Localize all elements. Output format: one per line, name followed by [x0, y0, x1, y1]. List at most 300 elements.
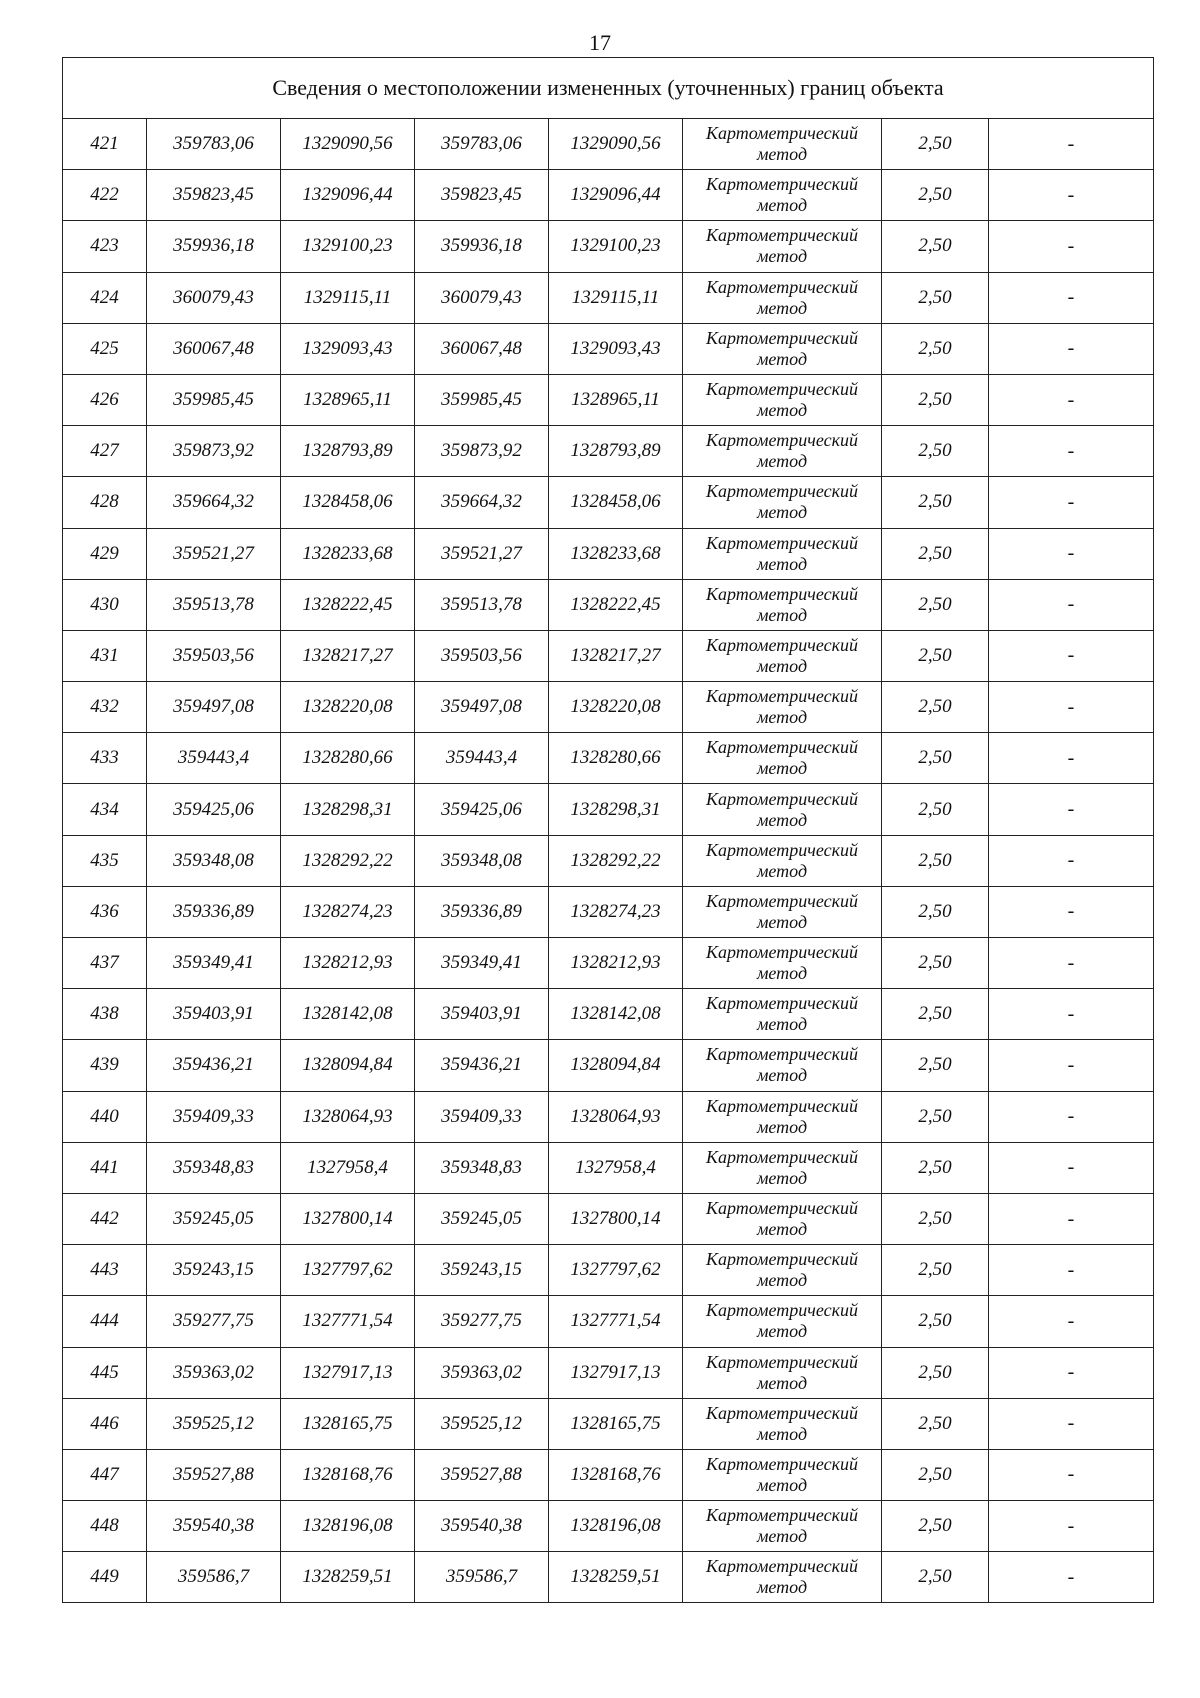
existing-y-cell: 1328965,11 [281, 374, 415, 425]
point-number-cell: 435 [63, 835, 147, 886]
refined-x-cell: 359503,56 [415, 630, 549, 681]
table-row [63, 579, 1154, 630]
refined-x-cell: 359497,08 [415, 682, 549, 733]
method-cell [683, 1347, 882, 1398]
existing-y-cell: 1328165,75 [281, 1398, 415, 1449]
existing-x-cell: 359823,45 [147, 170, 281, 221]
boundary-coordinates-table [62, 57, 1154, 1603]
refined-x-cell: 359823,45 [415, 170, 549, 221]
note-cell: - [989, 528, 1154, 579]
table-row [63, 1398, 1154, 1449]
note-cell: - [989, 630, 1154, 681]
point-number-cell: 427 [63, 426, 147, 477]
accuracy-cell: 2,50 [882, 272, 989, 323]
existing-y-cell: 1328142,08 [281, 989, 415, 1040]
method-line-2: метод [756, 1167, 808, 1188]
table-row [63, 1142, 1154, 1193]
refined-x-cell: 359525,12 [415, 1398, 549, 1449]
accuracy-cell: 2,50 [882, 733, 989, 784]
method-line-1: Картометрический [705, 583, 858, 604]
method-cell [683, 426, 882, 477]
table-row [63, 1501, 1154, 1552]
table-row [63, 1193, 1154, 1244]
existing-y-cell: 1328168,76 [281, 1449, 415, 1500]
existing-y-cell: 1327917,13 [281, 1347, 415, 1398]
existing-x-cell: 359336,89 [147, 886, 281, 937]
existing-x-cell: 359664,32 [147, 477, 281, 528]
point-number-cell: 440 [63, 1091, 147, 1142]
point-number-cell: 430 [63, 579, 147, 630]
accuracy-cell: 2,50 [882, 1398, 989, 1449]
point-number-cell: 426 [63, 374, 147, 425]
refined-y-cell: 1329115,11 [549, 272, 683, 323]
refined-x-cell: 359985,45 [415, 374, 549, 425]
refined-x-cell: 359873,92 [415, 426, 549, 477]
method-line-1: Картометрический [705, 634, 858, 655]
method-cell [683, 1449, 882, 1500]
method-line-1: Картометрический [705, 1095, 858, 1116]
existing-y-cell: 1328222,45 [281, 579, 415, 630]
method-cell [683, 272, 882, 323]
point-number-cell: 444 [63, 1296, 147, 1347]
method-line-2: метод [756, 502, 808, 523]
table-row [63, 170, 1154, 221]
refined-y-cell: 1327917,13 [549, 1347, 683, 1398]
point-number-cell: 448 [63, 1501, 147, 1552]
note-cell: - [989, 1091, 1154, 1142]
table-row [63, 1091, 1154, 1142]
refined-y-cell: 1327797,62 [549, 1245, 683, 1296]
method-line-2: метод [756, 707, 808, 728]
method-line-1: Картометрический [705, 1249, 858, 1270]
accuracy-cell: 2,50 [882, 1347, 989, 1398]
method-line-1: Картометрический [705, 1300, 858, 1321]
method-line-2: метод [756, 758, 808, 779]
note-cell: - [989, 477, 1154, 528]
point-number-cell: 421 [63, 119, 147, 170]
refined-x-cell: 359540,38 [415, 1501, 549, 1552]
method-line-2: метод [756, 1372, 808, 1393]
note-cell: - [989, 1245, 1154, 1296]
table-row [63, 323, 1154, 374]
existing-x-cell: 359503,56 [147, 630, 281, 681]
refined-x-cell: 359277,75 [415, 1296, 549, 1347]
method-line-1: Картометрический [705, 839, 858, 860]
refined-y-cell: 1328233,68 [549, 528, 683, 579]
table-row [63, 1347, 1154, 1398]
accuracy-cell: 2,50 [882, 989, 989, 1040]
note-cell: - [989, 886, 1154, 937]
note-cell: - [989, 426, 1154, 477]
accuracy-cell: 2,50 [882, 1552, 989, 1603]
method-line-2: метод [756, 246, 808, 267]
accuracy-cell: 2,50 [882, 477, 989, 528]
refined-y-cell: 1329096,44 [549, 170, 683, 221]
method-cell [683, 1398, 882, 1449]
method-line-2: метод [756, 809, 808, 830]
method-cell [683, 221, 882, 272]
existing-y-cell: 1329100,23 [281, 221, 415, 272]
method-line-1: Картометрический [705, 737, 858, 758]
accuracy-cell: 2,50 [882, 1501, 989, 1552]
existing-y-cell: 1328217,27 [281, 630, 415, 681]
method-line-2: метод [756, 297, 808, 318]
point-number-cell: 437 [63, 938, 147, 989]
table-title: Сведения о местоположении измененных (уточненных) границ объекта [63, 58, 1154, 119]
accuracy-cell: 2,50 [882, 528, 989, 579]
method-line-1: Картометрический [705, 1351, 858, 1372]
refined-y-cell: 1327800,14 [549, 1193, 683, 1244]
table-row [63, 1245, 1154, 1296]
existing-y-cell: 1327771,54 [281, 1296, 415, 1347]
point-number-cell: 436 [63, 886, 147, 937]
table-row [63, 1552, 1154, 1603]
refined-x-cell: 359348,08 [415, 835, 549, 886]
refined-y-cell: 1329093,43 [549, 323, 683, 374]
method-line-2: метод [756, 604, 808, 625]
accuracy-cell: 2,50 [882, 579, 989, 630]
refined-x-cell: 359664,32 [415, 477, 549, 528]
accuracy-cell: 2,50 [882, 119, 989, 170]
note-cell: - [989, 1398, 1154, 1449]
method-line-1: Картометрический [705, 686, 858, 707]
refined-x-cell: 359243,15 [415, 1245, 549, 1296]
existing-x-cell: 359513,78 [147, 579, 281, 630]
existing-x-cell: 360079,43 [147, 272, 281, 323]
point-number-cell: 433 [63, 733, 147, 784]
method-cell [683, 1552, 882, 1603]
refined-x-cell: 359783,06 [415, 119, 549, 170]
existing-y-cell: 1328212,93 [281, 938, 415, 989]
table-row [63, 835, 1154, 886]
refined-x-cell: 359513,78 [415, 579, 549, 630]
refined-x-cell: 359336,89 [415, 886, 549, 937]
method-line-1: Картометрический [705, 1505, 858, 1526]
accuracy-cell: 2,50 [882, 784, 989, 835]
method-line-2: метод [756, 451, 808, 472]
accuracy-cell: 2,50 [882, 170, 989, 221]
refined-x-cell: 360079,43 [415, 272, 549, 323]
note-cell: - [989, 323, 1154, 374]
refined-x-cell: 359363,02 [415, 1347, 549, 1398]
method-line-1: Картометрический [705, 276, 858, 297]
refined-y-cell: 1329100,23 [549, 221, 683, 272]
table-row [63, 221, 1154, 272]
existing-x-cell: 359425,06 [147, 784, 281, 835]
point-number-cell: 445 [63, 1347, 147, 1398]
method-line-1: Картометрический [705, 1044, 858, 1065]
existing-x-cell: 359243,15 [147, 1245, 281, 1296]
point-number-cell: 432 [63, 682, 147, 733]
refined-y-cell: 1328292,22 [549, 835, 683, 886]
method-line-2: метод [756, 144, 808, 165]
method-cell [683, 784, 882, 835]
existing-x-cell: 359349,41 [147, 938, 281, 989]
note-cell: - [989, 1040, 1154, 1091]
point-number-cell: 431 [63, 630, 147, 681]
existing-y-cell: 1329115,11 [281, 272, 415, 323]
table-row [63, 272, 1154, 323]
method-line-2: метод [756, 1474, 808, 1495]
method-line-2: метод [756, 963, 808, 984]
point-number-cell: 441 [63, 1142, 147, 1193]
method-cell [683, 374, 882, 425]
existing-x-cell: 359409,33 [147, 1091, 281, 1142]
method-line-1: Картометрический [705, 123, 858, 144]
refined-y-cell: 1328274,23 [549, 886, 683, 937]
existing-x-cell: 360067,48 [147, 323, 281, 374]
note-cell: - [989, 119, 1154, 170]
point-number-cell: 434 [63, 784, 147, 835]
existing-x-cell: 359525,12 [147, 1398, 281, 1449]
method-cell [683, 835, 882, 886]
method-cell [683, 989, 882, 1040]
method-cell [683, 682, 882, 733]
refined-y-cell: 1329090,56 [549, 119, 683, 170]
accuracy-cell: 2,50 [882, 1091, 989, 1142]
refined-x-cell: 359521,27 [415, 528, 549, 579]
method-line-2: метод [756, 1219, 808, 1240]
note-cell: - [989, 1449, 1154, 1500]
note-cell: - [989, 1347, 1154, 1398]
method-cell [683, 579, 882, 630]
point-number-cell: 447 [63, 1449, 147, 1500]
existing-y-cell: 1328292,22 [281, 835, 415, 886]
table-row [63, 630, 1154, 681]
method-cell [683, 938, 882, 989]
method-line-2: метод [756, 655, 808, 676]
table-row [63, 938, 1154, 989]
table-body [63, 119, 1154, 1603]
point-number-cell: 429 [63, 528, 147, 579]
existing-x-cell: 359436,21 [147, 1040, 281, 1091]
method-line-1: Картометрический [705, 788, 858, 809]
refined-x-cell: 359409,33 [415, 1091, 549, 1142]
refined-x-cell: 359586,7 [415, 1552, 549, 1603]
method-cell [683, 528, 882, 579]
existing-y-cell: 1328298,31 [281, 784, 415, 835]
existing-x-cell: 359497,08 [147, 682, 281, 733]
method-cell [683, 886, 882, 937]
existing-y-cell: 1328458,06 [281, 477, 415, 528]
refined-x-cell: 359348,83 [415, 1142, 549, 1193]
note-cell: - [989, 784, 1154, 835]
refined-y-cell: 1328259,51 [549, 1552, 683, 1603]
refined-y-cell: 1328196,08 [549, 1501, 683, 1552]
accuracy-cell: 2,50 [882, 1040, 989, 1091]
point-number-cell: 439 [63, 1040, 147, 1091]
existing-y-cell: 1328064,93 [281, 1091, 415, 1142]
method-line-2: метод [756, 1526, 808, 1547]
existing-y-cell: 1327800,14 [281, 1193, 415, 1244]
refined-x-cell: 359245,05 [415, 1193, 549, 1244]
existing-y-cell: 1328094,84 [281, 1040, 415, 1091]
method-line-2: метод [756, 911, 808, 932]
refined-y-cell: 1327958,4 [549, 1142, 683, 1193]
existing-x-cell: 359540,38 [147, 1501, 281, 1552]
method-cell [683, 630, 882, 681]
note-cell: - [989, 374, 1154, 425]
refined-y-cell: 1328168,76 [549, 1449, 683, 1500]
method-line-2: метод [756, 1270, 808, 1291]
refined-x-cell: 359425,06 [415, 784, 549, 835]
refined-y-cell: 1328222,45 [549, 579, 683, 630]
refined-x-cell: 359527,88 [415, 1449, 549, 1500]
method-cell [683, 1142, 882, 1193]
refined-x-cell: 360067,48 [415, 323, 549, 374]
point-number-cell: 428 [63, 477, 147, 528]
method-line-1: Картометрический [705, 1146, 858, 1167]
table-row [63, 784, 1154, 835]
method-line-1: Картометрический [705, 481, 858, 502]
note-cell: - [989, 221, 1154, 272]
method-cell [683, 477, 882, 528]
refined-x-cell: 359936,18 [415, 221, 549, 272]
method-line-1: Картометрический [705, 532, 858, 553]
accuracy-cell: 2,50 [882, 630, 989, 681]
refined-y-cell: 1328217,27 [549, 630, 683, 681]
existing-y-cell: 1329096,44 [281, 170, 415, 221]
table-row [63, 374, 1154, 425]
refined-y-cell: 1328212,93 [549, 938, 683, 989]
refined-y-cell: 1328220,08 [549, 682, 683, 733]
note-cell: - [989, 682, 1154, 733]
note-cell: - [989, 170, 1154, 221]
point-number-cell: 438 [63, 989, 147, 1040]
existing-x-cell: 359873,92 [147, 426, 281, 477]
method-line-1: Картометрический [705, 1198, 858, 1219]
table-row [63, 477, 1154, 528]
note-cell: - [989, 1193, 1154, 1244]
existing-y-cell: 1328259,51 [281, 1552, 415, 1603]
refined-x-cell: 359443,4 [415, 733, 549, 784]
existing-x-cell: 359985,45 [147, 374, 281, 425]
accuracy-cell: 2,50 [882, 1142, 989, 1193]
point-number-cell: 443 [63, 1245, 147, 1296]
note-cell: - [989, 835, 1154, 886]
existing-y-cell: 1327958,4 [281, 1142, 415, 1193]
method-line-1: Картометрический [705, 327, 858, 348]
accuracy-cell: 2,50 [882, 886, 989, 937]
existing-x-cell: 359521,27 [147, 528, 281, 579]
method-cell [683, 1193, 882, 1244]
table-row [63, 426, 1154, 477]
method-line-1: Картометрический [705, 225, 858, 246]
method-line-2: метод [756, 1321, 808, 1342]
note-cell: - [989, 579, 1154, 630]
existing-x-cell: 359277,75 [147, 1296, 281, 1347]
refined-x-cell: 359403,91 [415, 989, 549, 1040]
refined-y-cell: 1328142,08 [549, 989, 683, 1040]
method-line-2: метод [756, 348, 808, 369]
existing-x-cell: 359936,18 [147, 221, 281, 272]
method-line-2: метод [756, 195, 808, 216]
note-cell: - [989, 1142, 1154, 1193]
method-line-1: Картометрический [705, 890, 858, 911]
existing-y-cell: 1328274,23 [281, 886, 415, 937]
method-cell [683, 1245, 882, 1296]
refined-y-cell: 1328965,11 [549, 374, 683, 425]
existing-y-cell: 1329090,56 [281, 119, 415, 170]
refined-y-cell: 1328298,31 [549, 784, 683, 835]
method-cell [683, 119, 882, 170]
accuracy-cell: 2,50 [882, 835, 989, 886]
point-number-cell: 425 [63, 323, 147, 374]
table-row [63, 119, 1154, 170]
method-line-1: Картометрический [705, 1556, 858, 1577]
refined-y-cell: 1328793,89 [549, 426, 683, 477]
refined-y-cell: 1328094,84 [549, 1040, 683, 1091]
method-line-2: метод [756, 1116, 808, 1137]
accuracy-cell: 2,50 [882, 426, 989, 477]
method-cell [683, 1091, 882, 1142]
note-cell: - [989, 1296, 1154, 1347]
accuracy-cell: 2,50 [882, 1193, 989, 1244]
method-line-2: метод [756, 1577, 808, 1598]
existing-x-cell: 359348,83 [147, 1142, 281, 1193]
existing-y-cell: 1328793,89 [281, 426, 415, 477]
existing-y-cell: 1328220,08 [281, 682, 415, 733]
table-row [63, 528, 1154, 579]
existing-x-cell: 359363,02 [147, 1347, 281, 1398]
method-line-2: метод [756, 1065, 808, 1086]
method-line-1: Картометрический [705, 174, 858, 195]
method-line-2: метод [756, 1423, 808, 1444]
existing-x-cell: 359348,08 [147, 835, 281, 886]
method-line-1: Картометрический [705, 1402, 858, 1423]
accuracy-cell: 2,50 [882, 682, 989, 733]
accuracy-cell: 2,50 [882, 221, 989, 272]
point-number-cell: 446 [63, 1398, 147, 1449]
method-cell [683, 733, 882, 784]
existing-y-cell: 1327797,62 [281, 1245, 415, 1296]
existing-x-cell: 359586,7 [147, 1552, 281, 1603]
table-row [63, 1040, 1154, 1091]
method-line-1: Картометрический [705, 1453, 858, 1474]
existing-x-cell: 359245,05 [147, 1193, 281, 1244]
page-number: 17 [589, 30, 611, 55]
method-line-2: метод [756, 860, 808, 881]
table-row [63, 886, 1154, 937]
note-cell: - [989, 989, 1154, 1040]
table-row [63, 733, 1154, 784]
method-cell [683, 170, 882, 221]
existing-x-cell: 359527,88 [147, 1449, 281, 1500]
table-row [63, 1449, 1154, 1500]
existing-y-cell: 1328280,66 [281, 733, 415, 784]
refined-y-cell: 1328458,06 [549, 477, 683, 528]
method-line-2: метод [756, 553, 808, 574]
existing-y-cell: 1329093,43 [281, 323, 415, 374]
existing-x-cell: 359443,4 [147, 733, 281, 784]
note-cell: - [989, 272, 1154, 323]
method-line-1: Картометрический [705, 942, 858, 963]
method-cell [683, 1040, 882, 1091]
note-cell: - [989, 1501, 1154, 1552]
note-cell: - [989, 938, 1154, 989]
accuracy-cell: 2,50 [882, 938, 989, 989]
point-number-cell: 442 [63, 1193, 147, 1244]
table-row [63, 682, 1154, 733]
point-number-cell: 424 [63, 272, 147, 323]
table-row [63, 1296, 1154, 1347]
refined-y-cell: 1328165,75 [549, 1398, 683, 1449]
method-line-1: Картометрический [705, 993, 858, 1014]
accuracy-cell: 2,50 [882, 1296, 989, 1347]
existing-y-cell: 1328196,08 [281, 1501, 415, 1552]
accuracy-cell: 2,50 [882, 374, 989, 425]
accuracy-cell: 2,50 [882, 323, 989, 374]
